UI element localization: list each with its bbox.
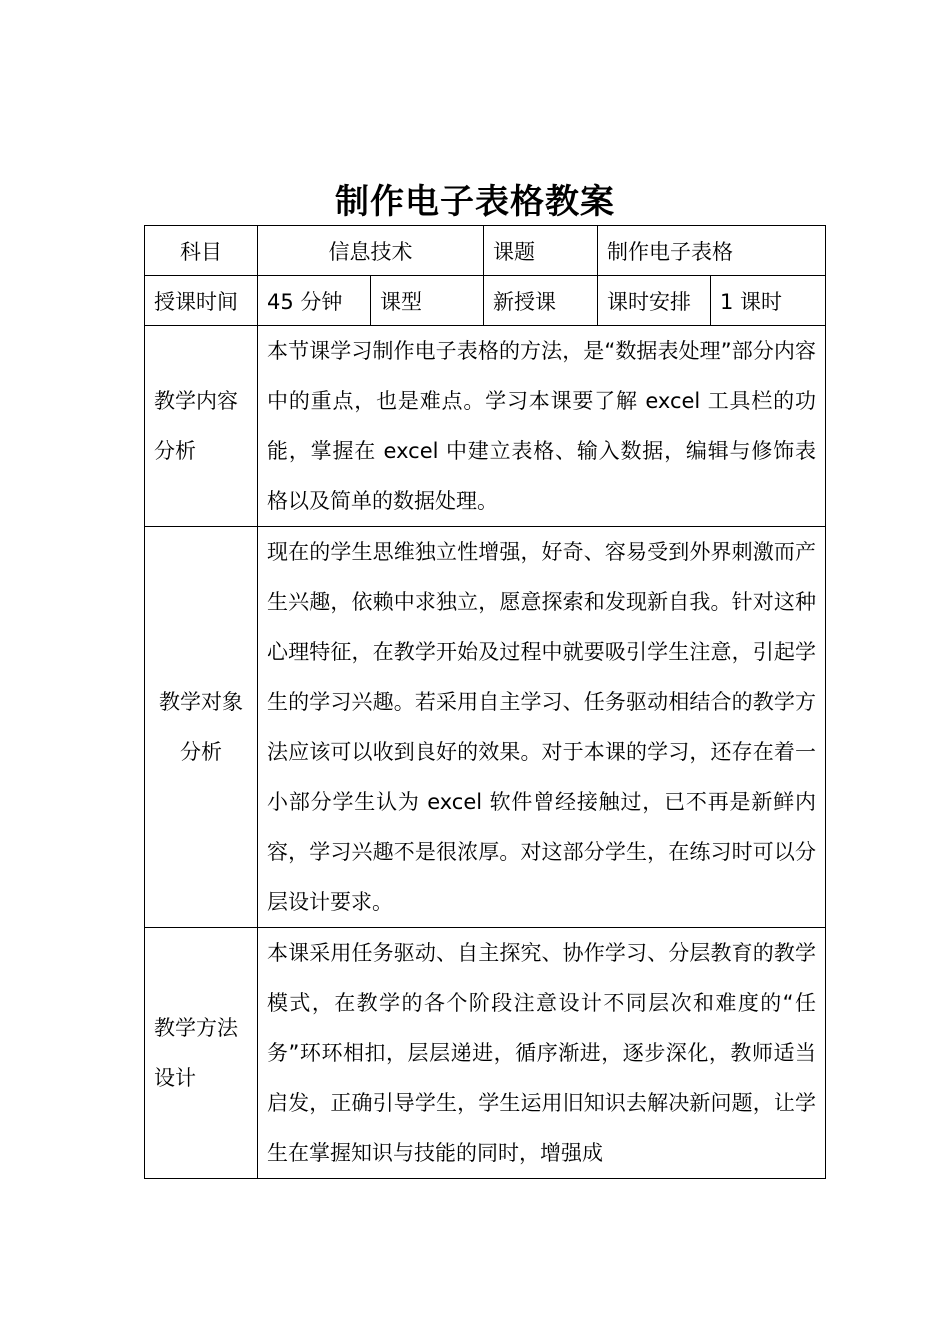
table-row [145, 527, 826, 928]
method-design-label [145, 928, 258, 1179]
method-design-cell [258, 928, 826, 1179]
table-row [145, 326, 826, 527]
topic-value: 制作电子表格 [598, 226, 826, 276]
time-value: 45 分钟 [258, 276, 371, 326]
document-title: 制作电子表格教案 [335, 182, 615, 222]
method-label-line-2: 设计 [154, 1066, 196, 1090]
content-label-line-1: 教学内容 [154, 389, 238, 413]
table-row [145, 928, 826, 1179]
type-label: 课型 [371, 276, 484, 326]
time-label: 授课时间 [145, 276, 258, 326]
table-row [145, 276, 826, 326]
table-row [145, 226, 826, 276]
content-analysis-text: 本节课学习制作电子表格的方法，是“数据表处理”部分内容中的重点，也是难点。学习本课要了解 excel 工具栏的功能，掌握在 excel 中建立表格、输入数据，编辑与修饰表格以及简单的数据处理。 [267, 339, 816, 513]
hours-value: 1 课时 [711, 276, 826, 326]
content-label-line-2: 分析 [154, 439, 196, 463]
object-analysis-cell [258, 527, 826, 928]
method-design-text: 本课采用任务驱动、自主探究、协作学习、分层教育的教学模式，在教学的各个阶段注意设计不同层次和难度的“任务”环环相扣，层层递进，循序渐进，逐步深化，教师适当启发，正确引导学生，学生运用旧知识去解决新问题，让学生在掌握知识与技能的同时，增强成 [267, 941, 816, 1165]
topic-label: 课题 [484, 226, 598, 276]
type-value: 新授课 [484, 276, 598, 326]
hours-label: 课时安排 [598, 276, 711, 326]
object-label-line-2: 分析 [180, 740, 222, 764]
object-analysis-label [145, 527, 258, 928]
subject-label: 科目 [145, 226, 258, 276]
object-label-line-1: 教学对象 [159, 690, 243, 714]
method-label-line-1: 教学方法 [154, 1016, 238, 1040]
content-analysis-label [145, 326, 258, 527]
content-analysis-cell [258, 326, 826, 527]
object-analysis-text: 现在的学生思维独立性增强，好奇、容易受到外界刺激而产生兴趣，依赖中求独立，愿意探索和发现新自我。针对这种心理特征，在教学开始及过程中就要吸引学生注意，引起学生的学习兴趣。若采用自主学习、任务驱动相结合的教学方法应该可以收到良好的效果。对于本课的学习，还存在着一小部分学生认为 excel 软件曾经接触过，已不再是新鲜内容，学习兴趣不是很浓厚。对这部分学生，在练习时可以分层设计要求。 [267, 540, 816, 914]
subject-value: 信息技术 [258, 226, 484, 276]
lesson-plan-table [144, 225, 826, 1179]
